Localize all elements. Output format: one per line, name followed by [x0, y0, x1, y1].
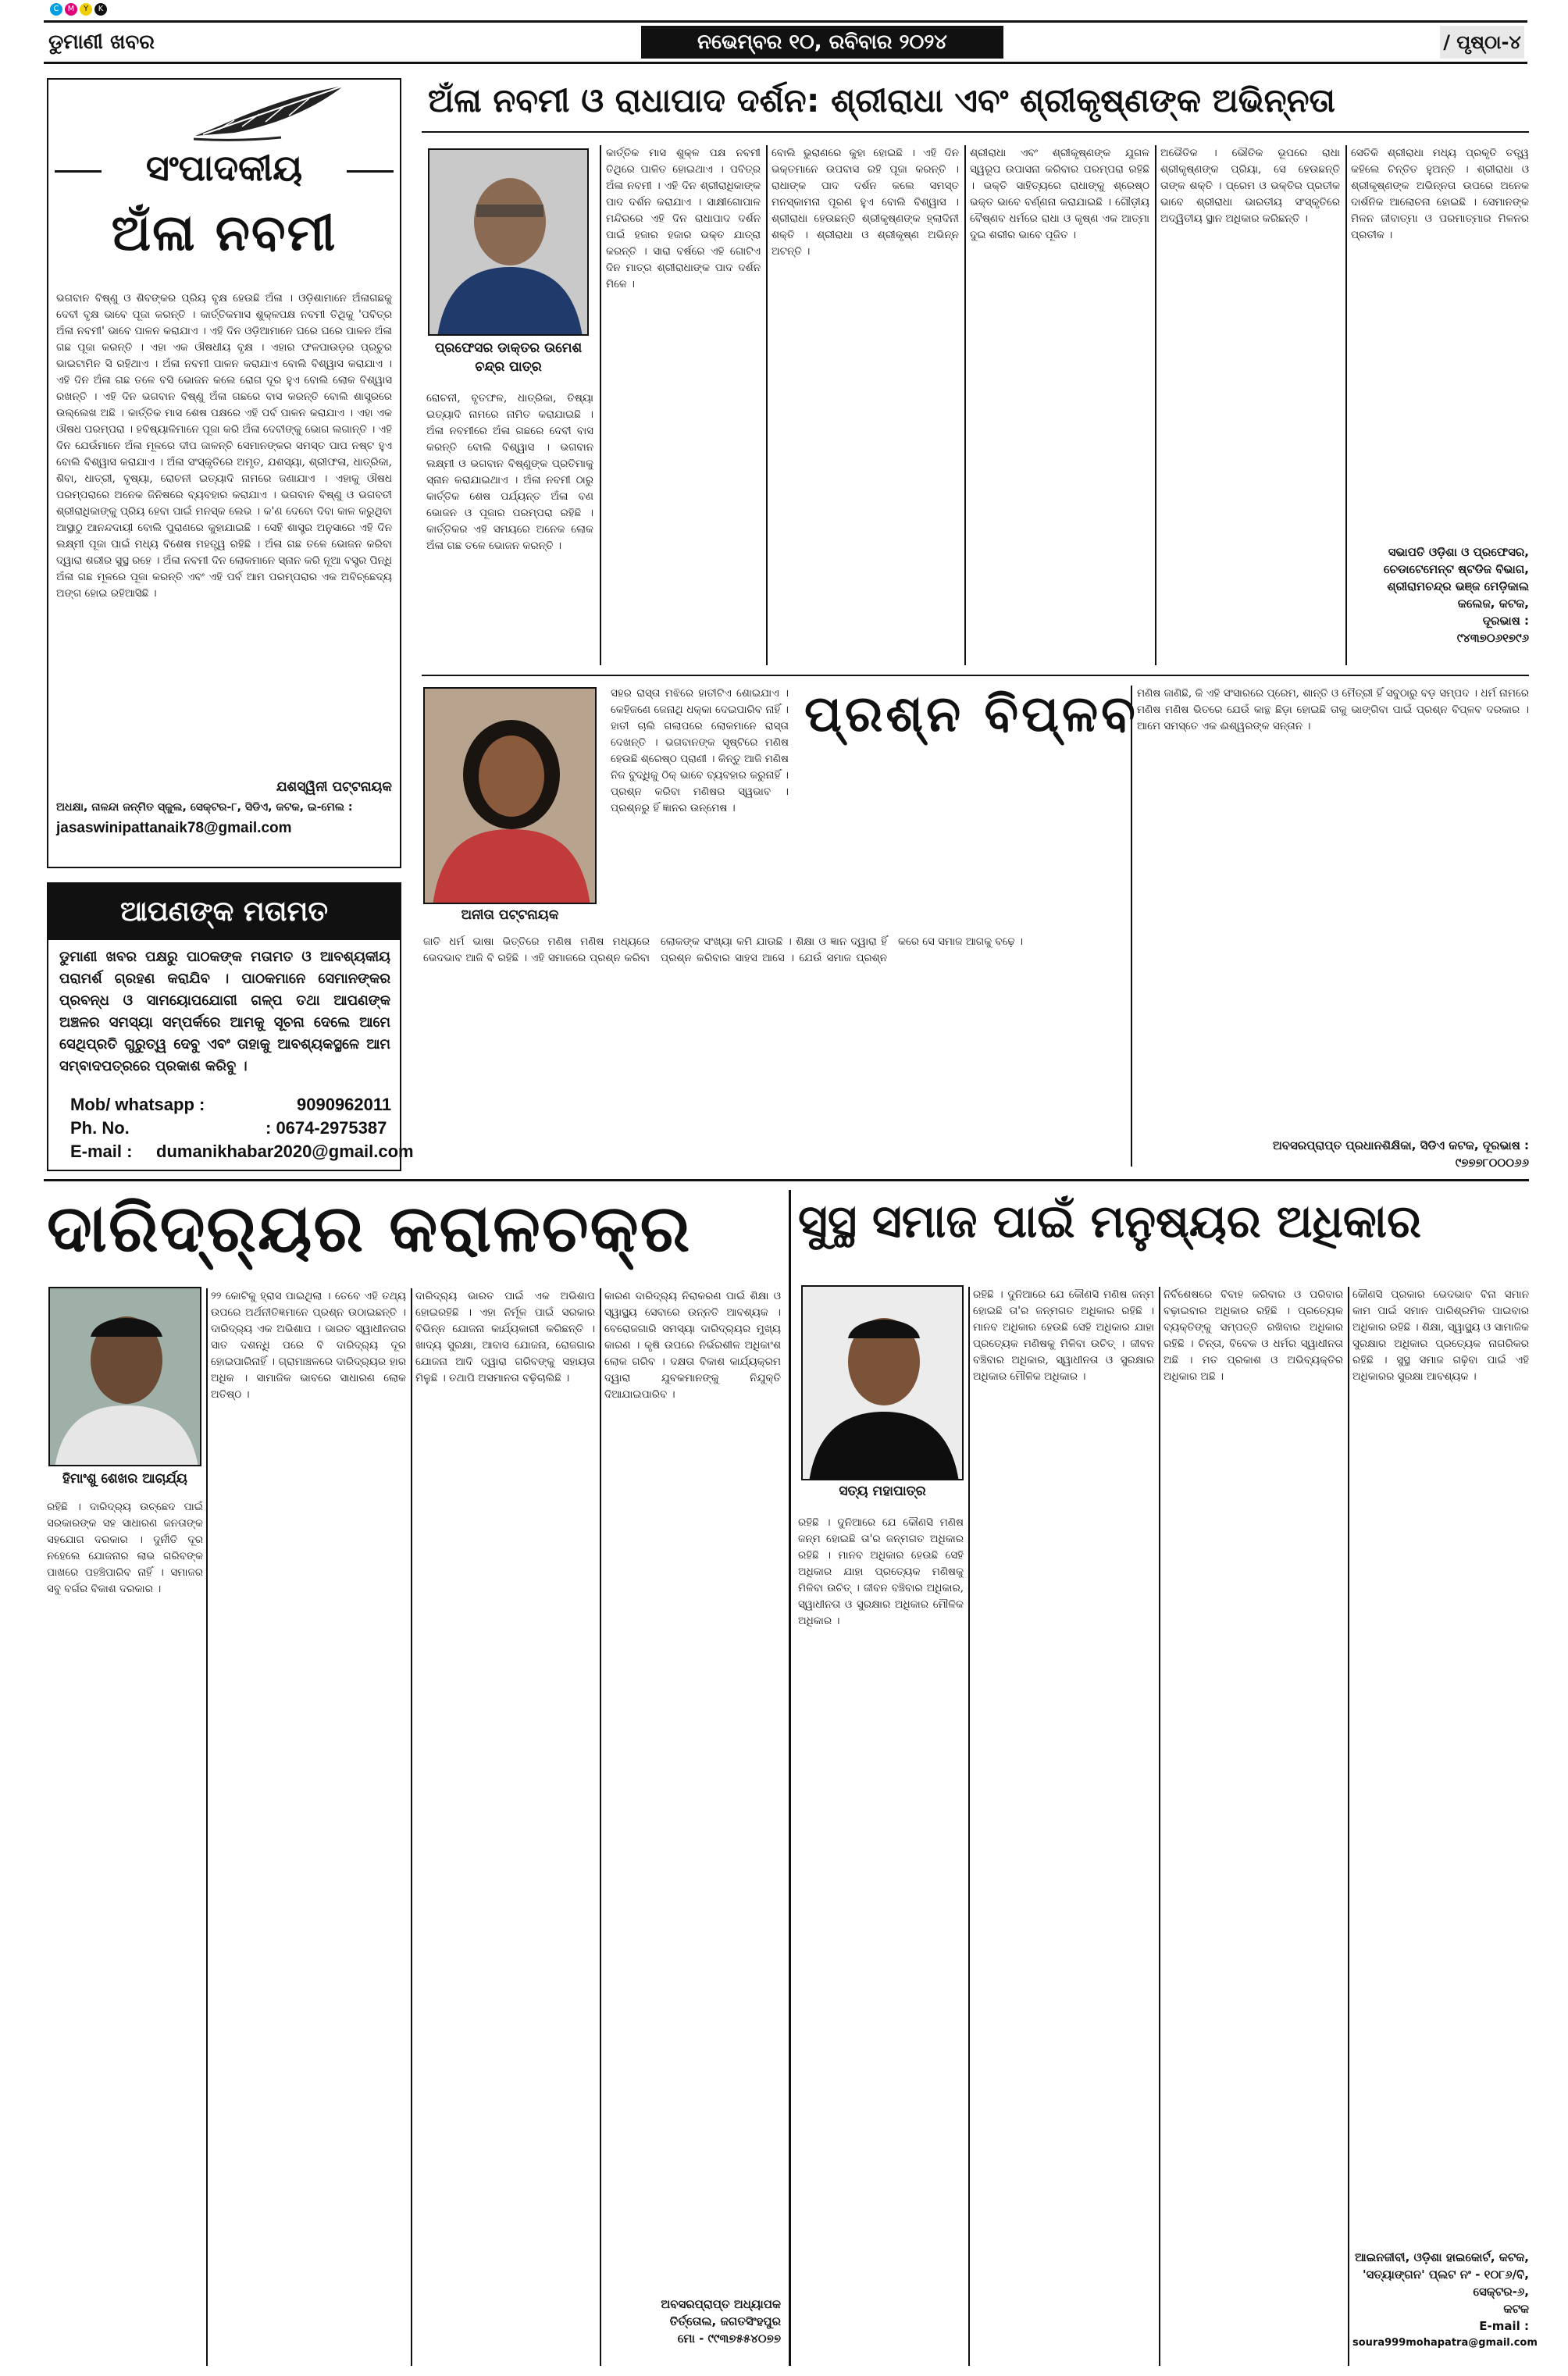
article4-byline-city: କଟକ — [1503, 2302, 1529, 2316]
article1-col3: ବୋଲି ଭୁରାଣରେ କୁହା ହୋଇଛି । ଏହି ଦିନ ଭକ୍ତମାନେ ଉପବାସ ରହି ପୂଜା କରନ୍ତି । ରାଧାଙ୍କ ପାଦ ଦର୍ଶନ କଲେ ସମସ୍ତ ମନସ୍କାମନା ପୂରଣ ହୁଏ ବୋଲି ବିଶ୍ୱାସ । ଶ୍ରୀରାଧା ହେଉଛନ୍ତି ଶ୍ରୀକୃଷ୍ଣଙ୍କ ହ୍ଲାଦିନୀ ଶକ୍ତି । ଶ୍ରୀରାଧା ଓ ଶ୍ରୀକୃଷ୍ଣ ଅଭିନ୍ନ ଅଟନ୍ତି । — [772, 147, 959, 258]
page-number: / ପୃଷ୍ଠା-୪ — [1440, 26, 1524, 59]
section-divider — [44, 1179, 1529, 1181]
registration-marks — [50, 3, 107, 16]
article1-phone-label: ଦୂରଭାଷ : — [1482, 614, 1529, 628]
article4-col3: କୌଣସି ପ୍ରକାର ଭେଦଭାବ ବିନା ସମାନ କାମ ପାଇଁ ସମାନ ପାରିଶ୍ରମିକ ପାଇବାର ଅଧିକାର ରହିଛି । ଶିକ୍ଷା, ସ୍ୱାସ୍ଥ୍ୟ ଓ ସାମାଜିକ ସୁରକ୍ଷାର ଅଧିକାର ପ୍ରତ୍ୟେକ ନାଗରିକର ରହିଛି । ସୁସ୍ଥ ସମାଜ ଗଢ଼ିବା ପାଇଁ ଏହି ଅଧିକାରର ସୁରକ୍ଷା ଆବଶ୍ୟକ । — [1352, 1288, 1529, 1383]
portrait-icon — [50, 1288, 201, 1466]
opinion-title: ଆପଣଙ୍କ ମତାମତ — [48, 884, 400, 940]
article3-byline — [604, 2296, 781, 2347]
column-rule — [411, 1288, 412, 2366]
column-rule — [206, 1288, 208, 2366]
article2-byline — [1137, 1137, 1529, 1171]
email-row — [70, 1142, 414, 1165]
phone-number: : 0674-2975387 — [265, 1118, 387, 1138]
article1-col4: ଶ୍ରୀରାଧା ଏବଂ ଶ୍ରୀକୃଷ୍ଣଙ୍କ ଯୁଗଳ ସ୍ୱରୂପ ଉପାସନା କରିବାର ପରମ୍ପରା ରହିଛି । ଭକ୍ତି ସାହିତ୍ୟରେ ରାଧାଙ୍କୁ ଶ୍ରେଷ୍ଠ ଭକ୍ତ ଭାବେ ବର୍ଣ୍ଣନା କରାଯାଇଛି । ଗୌଡ଼ୀୟ ବୈଷ୍ଣବ ଧର୍ମରେ ରାଧା ଓ କୃଷ୍ଣ ଏକ ଆତ୍ମା ଦୁଇ ଶରୀର ଭାବେ ପୂଜିତ । — [970, 147, 1149, 241]
article2-photo — [423, 687, 597, 904]
article2-phone: ୯୭୭୭୮୦୦୦୬୬ — [1455, 1156, 1529, 1170]
paper-name: ଡୁମାଣୀ ଖବର — [48, 30, 155, 54]
black-mark: K — [94, 3, 107, 16]
column-rule — [964, 145, 966, 665]
editorial-author: ଯଶସ୍ୱିନୀ ପଟ୍ଟନାୟକ — [276, 779, 392, 795]
opinion-text: ଡୁମାଣୀ ଖବର ପକ୍ଷରୁ ପାଠକଙ୍କ ମତାମତ ଓ ଆବଶ୍ୟକୀୟ ପରାମର୍ଶ ଗ୍ରହଣ କରାଯିବ । ପାଠକମାନେ ସେମାନଙ୍କର ପ୍ରବନ୍ଧ ଓ ସାମୟୋପଯୋଗୀ ଗଳ୍ପ ତଥା ଆପଣଙ୍କ ଅଞ୍ଚଳର ସମସ୍ୟା ସମ୍ପର୍କରେ ଆମକୁ ସୂଚନା ଦେଲେ ଆମେ ସେଥିପ୍ରତି ଗୁରୁତ୍ୱ ଦେବୁ ଏବଂ ତାହାକୁ ଆବଶ୍ୟକସ୍ଥଳେ ଆମ ସମ୍ବାଦପତ୍ରରେ ପ୍ରକାଶ କରିବୁ । — [59, 949, 390, 1074]
article3-byline-text: ଅବସରପ୍ରାପ୍ତ ଅଧ୍ୟାପକ — [661, 2297, 781, 2311]
article4-photo-caption: ସତ୍ୟ ମହାପାତ୍ର — [839, 1484, 926, 1499]
issue-date: ନଭେମ୍ବର ୧୦, ରବିବାର ୨୦୨୪ — [641, 26, 1003, 59]
mobile-label: Mob/ whatsapp : — [70, 1095, 205, 1114]
editorial-section-label: ସଂପାଦକୀୟ — [55, 147, 394, 194]
divider — [422, 131, 1529, 133]
column-rule — [600, 145, 601, 665]
article2-photo-caption: ଅନୀତା ପଟ୍ଟନାୟକ — [461, 907, 559, 923]
section-divider — [422, 675, 1529, 676]
article2-headline: ପ୍ରଶ୍ନ ବିପ୍ଳବ — [804, 686, 1139, 743]
article3-byline-place: ତିର୍ତ୍ତୋଲ, ଜଗତସିଂହପୁର — [669, 2314, 781, 2328]
article1-author-dept: ଚେଡାଟେମେନ୍ଟ ଷ୍ଟଡିଜ ବିଭାଗ, — [1383, 562, 1529, 576]
section-rule — [789, 1190, 791, 2366]
article4-col1: ରହିଛି । ଦୁନିଆରେ ଯେ କୌଣସି ମଣିଷ ଜନ୍ମ ହୋଇଛି ତା'ର ଜନ୍ମଗତ ଅଧିକାର ରହିଛି । ମାନବ ଅଧିକାର ହେଉଛି ସେହି ଅଧିକାର ଯାହା ପ୍ରତ୍ୟେକ ମଣିଷକୁ ମିଳିବା ଉଚିତ୍ । ଜୀବନ ବଞ୍ଚିବାର ଅଧିକାର, ସ୍ୱାଧୀନତା ଓ ସୁରକ୍ଷାର ଅଧିକାର ମୌଳିକ ଅଧିକାର । — [973, 1288, 1154, 1383]
article4-headline: ସୁସ୍ଥ ସମାଜ ପାଇଁ ମନୁଷ୍ୟର ଅଧିକାର — [798, 1195, 1421, 1248]
article4-byline — [1352, 2249, 1538, 2352]
article1-photo-caption: ପ୍ରଫେସର ଡାକ୍ତର ଉମେଶ ଚନ୍ଦ୍ର ପାତ୍ର — [434, 340, 583, 375]
column-rule — [766, 145, 768, 665]
column-rule — [600, 1288, 601, 2366]
article1-author: ସଭାପତି ଓଡ଼ିଶା ଓ ପ୍ରଫେସର, — [1388, 545, 1529, 559]
yellow-mark: Y — [80, 3, 92, 16]
article4-photo — [801, 1285, 964, 1480]
column-rule — [1348, 1287, 1349, 2366]
article1-byline — [1351, 543, 1529, 647]
article3-col1: ୨୨ କୋଟିକୁ ହ୍ରାସ ପାଇଥିଲା । ତେବେ ଏହି ତଥ୍ୟ ଉପରେ ଅର୍ଥନୀତିଜ୍ଞମାନେ ପ୍ରଶ୍ନ ଉଠାଇଛନ୍ତି । ଦାରିଦ୍ର୍ୟ ଏକ ଅଭିଶାପ । ଭାରତ ସ୍ୱାଧୀନତାର ସାତ ଦଶନ୍ଧି ପରେ ବି ଦାରିଦ୍ର୍ୟ ଦୂର ହୋଇପାରିନାହିଁ । ଗ୍ରାମାଞ୍ଚଳରେ ଦାରିଦ୍ର୍ୟର ହାର ଅଧିକ । ସାମାଜିକ ଭାବରେ ସାଧାରଣ ଲୋକ ଅତିଷ୍ଠ । — [211, 1290, 406, 1401]
article4-email: soura999mohapatra@gmail.com — [1352, 2337, 1538, 2349]
article3-photo — [48, 1287, 201, 1466]
article1-author-inst: ଶ୍ରୀରାମଚନ୍ଦ୍ର ଭଞ୍ଜ ମେଡ଼ିକାଲ କଲେଜ, କଟକ, — [1387, 579, 1529, 611]
magenta-mark: M — [65, 3, 77, 16]
editorial-body: ଭଗବାନ ବିଷ୍ଣୁ ଓ ଶିବଙ୍କର ପ୍ରିୟ ବୃକ୍ଷ ହେଉଛି ଅଁଳା । ଓଡ଼ିଶାମାନେ ଅଁଳାଗଛକୁ ଦେବୀ ବୃକ୍ଷ ଭାବେ ପୂଜା କରନ୍ତି । କାର୍ତ୍ତିକମାସ ଶୁକ୍ଳପକ୍ଷ ନବମୀ ତିଥିକୁ 'ପବିତ୍ର ଅଁଳା ନବମୀ' ଭାବେ ପାଳନ କରାଯାଏ । ଏହି ଦିନ ଓଡ଼ିଆମାନେ ଘରେ ଘରେ ପାଳନ ଅଁଳା ଗଛ ପୂଜା କରନ୍ତି । ଏହା ଏକ ଔଷଧୀୟ ବୃକ୍ଷ । ଏହାର ଫଳପାଉଡ଼ର ପ୍ରଚୁର ଭାଇଟାମିନ ସି ରହିଥାଏ । ଅଁଳା ନବମୀ ପାଳନ କରାଯାଏ ବୋଲି ବିଶ୍ୱାସ କରାଯାଏ । ଏହି ଦିନ ଅଁଳା ଗଛ ତଳେ ବସି ଭୋଜନ କଲେ ରୋଗ ଦୂର ହୁଏ ବୋଲି ଲୋକ ବିଶ୍ୱାସ ରଖନ୍ତି । ଏହି ଦିନ ଭଗବାନ ବିଷ୍ଣୁ ଅଁଳା ଗଛରେ ବାସ କରନ୍ତି ବୋଲି ଶାସ୍ତ୍ରରେ ଉଲ୍ଲେଖ ଅଛି । କାର୍ତ୍ତିକ ମାସ ଶେଷ ପକ୍ଷରେ ଏହି ପର୍ବ ପାଳନ କରାଯାଏ । ଏହା ଏକ ଔଷଧ ପରମ୍ପରା । ହବିଷ୍ୟାଳିମାନେ ପୂଜା କରି ଅଁଳା ଦେବୀଙ୍କୁ ଭୋଗ ଲଗାନ୍ତି । ଏହି ଦିନ ଯେଉଁମାନେ ଅଁଳା ମୂଳରେ ଦୀପ ଜାଳନ୍ତି ସେମାନଙ୍କର ସମସ୍ତ ପାପ ନଷ୍ଟ ହୁଏ ବୋଲି ବିଶ୍ୱାସ କରାଯାଏ । ଅଁଳା ସଂସ୍କୃତିରେ ଅମୃତ, ଯଶସ୍ୟା, ଶ୍ରୀଫଳା, ଧାତ୍ରିକା, ଶିବା, ଧାତ୍ରୀ, ବୃଷ୍ୟା, ରୋଚନୀ ଇତ୍ୟାଦି ନାମରେ ଜଣାଯାଏ । ଏହାକୁ ଔଷଧ ପରମ୍ପରାରେ ଅନେକ ଜିନିଷରେ ବ୍ୟବହାର କରାଯାଏ । ଭଗବାନ ବିଷ୍ଣୁ ଓ ଭଗବତୀ ଶ୍ରୀରାଧିକାଙ୍କୁ ପ୍ରିୟ ହେବା ପାଇଁ ମନସ୍କ ଲେଭ । କ'ଣ ଦେବୋ ଦିବା କାଳ କରୁଥିବା ଆସ୍ଥାଠୁ ଆନନ୍ଦଦାୟୀ ବୋଲି ପୁରାଣରେ କୁହାଯାଇଛି । ସେହି ଶାସ୍ତ୍ର ଅନୁସାରେ ଏହି ଦିନ ଲକ୍ଷ୍ମୀ ପୂଜା ପାଇଁ ମଧ୍ୟ ବିଶେଷ ମହତ୍ତ୍ୱ ରହିଛି । ଅଁଳା ଗଛ ତଳେ ଭୋଜନ କରିବା ଦ୍ୱାରା ଶରୀର ସୁସ୍ଥ ରହେ । ଅଁଳା ନବମୀ ଦିନ ଲୋକମାନେ ସ୍ନାନ କରି ନୂଆ ବସ୍ତ୍ର ପିନ୍ଧି ଅଁଳା ଗଛ ମୂଳରେ ପୂଜା କରନ୍ତି ଏବଂ ଏହି ପର୍ବ ଆମ ପରମ୍ପରାର ଏକ ଅବିଚ୍ଛେଦ୍ୟ ଅଙ୍ଗ ହୋଇ ରହିଆସିଛି । — [56, 292, 392, 600]
mobile-row — [70, 1095, 390, 1118]
editorial-address: ଅଧକ୍ଷା, ନାଳନ୍ଦା ଜନ୍ମିତ ସ୍କୁଲ, ସେକ୍ଟର-୮, ସିଡିଏ, କଟକ, ଇ-ମେଲ : — [56, 801, 353, 814]
portrait-icon — [429, 150, 589, 336]
article1-photo — [428, 148, 589, 336]
article1-col6: ସେତିକି ଶ୍ରୀରାଧା ମଧ୍ୟ ପ୍ରକୃତି ତତ୍ତ୍ୱ କହିଲେ ଚିନ୍ତିତ ହୁଅନ୍ତି । ଶ୍ରୀରାଧା ଓ ଶ୍ରୀକୃଷ୍ଣଙ୍କ ଅଭିନ୍ନତା ଉପରେ ଅନେକ ଦାର୍ଶନିକ ଆଲୋଚନା ହୋଇଛି । ସେମାନଙ୍କ ମିଳନ ଜୀବାତ୍ମା ଓ ପରମାତ୍ମାର ମିଳନର ପ୍ରତୀକ । — [1351, 147, 1529, 241]
article3-headline: ଦାରିଦ୍ର୍ୟର କରାଳଚକ୍ର — [47, 1190, 692, 1266]
article2-byline-text: ଅବସରପ୍ରାପ୍ତ ପ୍ରଧାନଶିକ୍ଷିକା, ସିଡିଏ କଟକ, ଦୂରଭାଷ : — [1272, 1138, 1529, 1152]
column-rule — [1159, 1287, 1160, 2366]
email-label: E-mail : — [70, 1142, 133, 1161]
article2-col3: ମଣିଷ ଜାଣିଛି, କି ଏହି ସଂସାରରେ ପ୍ରେମ, ଶାନ୍ତି ଓ ମୈତ୍ରୀ ହିଁ ସବୁଠାରୁ ବଡ଼ ସମ୍ପଦ । ଧର୍ମ ନାମରେ ମଣିଷ ମଣିଷ ଭିତରେ ଯେଉଁ କାନ୍ଥ ଛିଡ଼ା ହୋଇଛି ତାକୁ ଭାଙ୍ଗିବା ପାଇଁ ପ୍ରଶ୍ନ ବିପ୍ଳବ ଦରକାର । ଆମେ ସମସ୍ତେ ଏକ ଈଶ୍ୱରଙ୍କ ସନ୍ତାନ । — [1137, 687, 1529, 732]
article1-phone: ୯୪୩୭୦୬୧୭୯୬ — [1456, 631, 1529, 645]
column-rule — [1131, 686, 1132, 1167]
article1-headline: ଅଁଳା ନବମୀ ଓ ରାଧାପାଦ ଦର୍ଶନ: ଶ୍ରୀରାଧା ଏବଂ ଶ୍ରୀକୃଷ୍ଣଙ୍କ ଅଭିନ୍ନତା — [428, 81, 1335, 119]
article2-col1-top: ସହର ରାସ୍ତା ମଝିରେ ହାତୀଟିଏ ଶୋଇଯାଏ । କେହିଜଣେ ଜେନାଥି ଧକ୍କା ଦେଇପାରିବ ନାହିଁ । ହାତୀ ଚାଲି ଗଲାପରେ ଲୋକମାନେ ରାସ୍ତା ଦେଖନ୍ତି । ଭଗବାନଙ୍କ ସୃଷ୍ଟିରେ ମଣିଷ ହେଉଛି ଶ୍ରେଷ୍ଠ ପ୍ରାଣୀ । କିନ୍ତୁ ଆଜି ମଣିଷ ନିଜ ବୁଦ୍ଧିକୁ ଠିକ୍ ଭାବେ ବ୍ୟବହାର କରୁନାହିଁ । ପ୍ରଶ୍ନ କରିବା ମଣିଷର ସ୍ୱଭାବ । ପ୍ରଶ୍ନରୁ ହିଁ ଜ୍ଞାନର ଉନ୍ମେଷ । — [611, 687, 789, 814]
portrait-icon — [425, 689, 597, 904]
article3-col4: ରହିଛି । ଦାରିଦ୍ର୍ୟ ଉଚ୍ଛେଦ ପାଇଁ ସରକାରଙ୍କ ସହ ସାଧାରଣ ଜନତାଙ୍କ ସହଯୋଗ ଦରକାର । ଦୁର୍ନୀତି ଦୂର ନହେଲେ ଯୋଜନାର ଲାଭ ଗରିବଙ୍କ ପାଖରେ ପହଞ୍ଚିପାରିବ ନାହିଁ । ସମାଜର ସବୁ ବର୍ଗର ବିକାଶ ଦରକାର । — [47, 1501, 203, 1595]
portrait-icon — [803, 1287, 964, 1480]
article1-col2: କାର୍ତ୍ତିକ ମାସ ଶୁକ୍ଳ ପକ୍ଷ ନବମୀ ତିଥିରେ ପାଳିତ ହୋଇଥାଏ । ପବିତ୍ର ଅଁଳା ନବମୀ । ଏହି ଦିନ ଶ୍ରୀରାଧିକାଙ୍କ ପାଦ ଦର୍ଶନ କରାଯାଏ । ସାକ୍ଷୀଗୋପାଳ ମନ୍ଦିରରେ ଏହି ଦିନ ରାଧାପାଦ ଦର୍ଶନ ପାଇଁ ହଜାର ହଜାର ଭକ୍ତ ଯାତ୍ରା କରନ୍ତି । ସାରା ବର୍ଷରେ ଏହି ଗୋଟିଏ ଦିନ ମାତ୍ର ଶ୍ରୀରାଧାଙ୍କ ପାଦ ଦର୍ଶନ ମିଳେ । — [606, 147, 761, 290]
quill-icon — [187, 81, 351, 145]
article4-byline-text: ଆଇନଜୀବୀ, ଓଡ଼ିଶା ହାଇକୋର୍ଟ, କଟକ, — [1355, 2250, 1529, 2264]
editorial-email: jasaswinipattanaik78@gmail.com — [56, 820, 292, 836]
article3-col3: କାରଣ ଦାରିଦ୍ର୍ୟ ନିରାକରଣ ପାଇଁ ଶିକ୍ଷା ଓ ସ୍ୱାସ୍ଥ୍ୟ ସେବାରେ ଉନ୍ନତି ଆବଶ୍ୟକ । ବେରୋଜଗାରି ସମସ୍ୟା ଦାରିଦ୍ର୍ୟର ମୁଖ୍ୟ କାରଣ । କୃଷି ଉପରେ ନିର୍ଭରଶୀଳ ଅଧିକାଂଶ ଲୋକ ଗରିବ । ଦକ୍ଷତା ବିକାଶ କାର୍ଯ୍ୟକ୍ରମ ଦ୍ୱାରା ଯୁବକମାନଙ୍କୁ ନିଯୁକ୍ତି ଦିଆଯାଇପାରିବ । — [604, 1290, 781, 1401]
column-rule — [968, 1287, 970, 2366]
article4-email-label: E-mail : — [1479, 2319, 1529, 2333]
article3-phone: ମୋ - ୯୯୩୭୫୫୪୦୭୭ — [677, 2331, 781, 2346]
article2-col2: ଜାତି ଧର୍ମ ଭାଷା ଭିତ୍ତିରେ ମଣିଷ ମଣିଷ ମଧ୍ୟରେ ଭେଦଭାବ ଆଜି ବି ରହିଛି । ଏହି ସମାଜରେ ପ୍ରଶ୍ନ କରିବା ଲୋକଙ୍କ ସଂଖ୍ୟା କମି ଯାଉଛି । ଶିକ୍ଷା ଓ ଜ୍ଞାନ ଦ୍ୱାରା ହିଁ ପ୍ରଶ୍ନ କରିବାର ସାହସ ଆସେ । ଯେଉଁ ସମାଜ ପ୍ରଶ୍ନ କରେ ସେ ସମାଜ ଆଗକୁ ବଢ଼େ । — [423, 935, 1024, 964]
mobile-number: 9090962011 — [297, 1095, 392, 1114]
article3-photo-caption: ହିମାଂଶୁ ଶେଖର ଆଚାର୍ଯ୍ୟ — [62, 1471, 187, 1487]
editorial-title: ଅଁଳା ନବମୀ — [111, 205, 337, 262]
masthead-bar — [44, 20, 1527, 64]
article1-col1: ରୋଚନୀ, ବୃତଫଳ, ଧାତ୍ରିକା, ତିଷ୍ୟା ଇତ୍ୟାଦି ନାମରେ ନାମିତ କରାଯାଇଛି । ଅଁଳା ନବମୀରେ ଅଁଳା ଗଛରେ ଦେବୀ ବାସ କରନ୍ତି ବୋଲି ବିଶ୍ୱାସ । ଭଗବାନ ଲକ୍ଷ୍ମୀ ଓ ଭଗବାନ ବିଷ୍ଣୁଙ୍କ ପ୍ରତିମାକୁ ସ୍ନାନ କରାଯାଇଥାଏ । ଅଁଳା ନବମୀ ଠାରୁ କାର୍ତ୍ତିକ ଶେଷ ପର୍ଯ୍ୟନ୍ତ ଅଁଳା ବଣ ଭୋଜନ ଓ ପୂଜାର ପରମ୍ପରା ରହିଛି । କାର୍ତ୍ତିକର ଏହି ସମୟରେ ଅନେକ ଲୋକ ଅଁଳା ଗଛ ତଳେ ଭୋଜନ କରନ୍ତି । — [426, 392, 593, 552]
phone-label: Ph. No. — [70, 1118, 130, 1138]
column-rule — [1155, 145, 1156, 665]
column-rule — [1345, 145, 1347, 665]
article3-col2: ଦାରିଦ୍ର୍ୟ ଭାରତ ପାଇଁ ଏକ ଅଭିଶାପ ହୋଇରହିଛି । ଏହା ନିର୍ମୂଳ ପାଇଁ ସରକାର ବିଭିନ୍ନ ଯୋଜନା କାର୍ଯ୍ୟକାରୀ କରିଛନ୍ତି । ଖାଦ୍ୟ ସୁରକ୍ଷା, ଆବାସ ଯୋଜନା, ରୋଜଗାର ଯୋଜନା ଆଦି ଦ୍ୱାରା ଗରିବଙ୍କୁ ସହାୟତା ମିଳୁଛି । ତଥାପି ଅସମାନତା ବଢ଼ିଚାଲିଛି । — [415, 1290, 595, 1384]
article4-byline-address: 'ସତ୍ୟାଙ୍ଗନ' ପ୍ଲଟ ନଂ - ୧୦୮୬/ବି, ସେକ୍ଟର-୬, — [1362, 2267, 1529, 2299]
opinion-email: dumanikhabar2020@gmail.com — [156, 1142, 414, 1161]
phone-row — [70, 1118, 390, 1142]
cyan-mark: C — [50, 3, 62, 16]
article4-col2: ନିର୍ବିଶେଷରେ ବିବାହ କରିବାର ଓ ପରିବାର ବଢ଼ାଇବାର ଅଧିକାର ରହିଛି । ପ୍ରତ୍ୟେକ ବ୍ୟକ୍ତିଙ୍କୁ ସମ୍ପତ୍ତି ରଖିବାର ଅଧିକାର ରହିଛି । ଚିନ୍ତା, ବିବେକ ଓ ଧର୍ମର ସ୍ୱାଧୀନତା ଅଛି । ମତ ପ୍ରକାଶ ଓ ଅଭିବ୍ୟକ୍ତିର ଅଧିକାର ଅଛି । — [1164, 1288, 1343, 1383]
article1-col5: ଅଭୈତିକ । ଭୌତିକ ଭୂପରେ ରାଧା ଶ୍ରୀକୃଷ୍ଣଙ୍କ ପ୍ରିୟା, ସେ ହେଉଛନ୍ତି ତାଙ୍କ ଶକ୍ତି । ପ୍ରେମ ଓ ଭକ୍ତିର ପ୍ରତୀକ ଭାବେ ଶ୍ରୀରାଧା ଭାରତୀୟ ସଂସ୍କୃତିରେ ଅଦ୍ୱିତୀୟ ସ୍ଥାନ ଅଧିକାର କରିଛନ୍ତି । — [1160, 147, 1340, 225]
article4-col0: ରହିଛି । ଦୁନିଆରେ ଯେ କୌଣସି ମଣିଷ ଜନ୍ମ ହୋଇଛି ତା'ର ଜନ୍ମଗତ ଅଧିକାର ରହିଛି । ମାନବ ଅଧିକାର ହେଉଛି ସେହି ଅଧିକାର ଯାହା ପ୍ରତ୍ୟେକ ମଣିଷକୁ ମିଳିବା ଉଚିତ୍ । ଜୀବନ ବଞ୍ଚିବାର ଅଧିକାର, ସ୍ୱାଧୀନତା ଓ ସୁରକ୍ଷାର ଅଧିକାର ମୌଳିକ ଅଧିକାର । — [798, 1516, 964, 1627]
